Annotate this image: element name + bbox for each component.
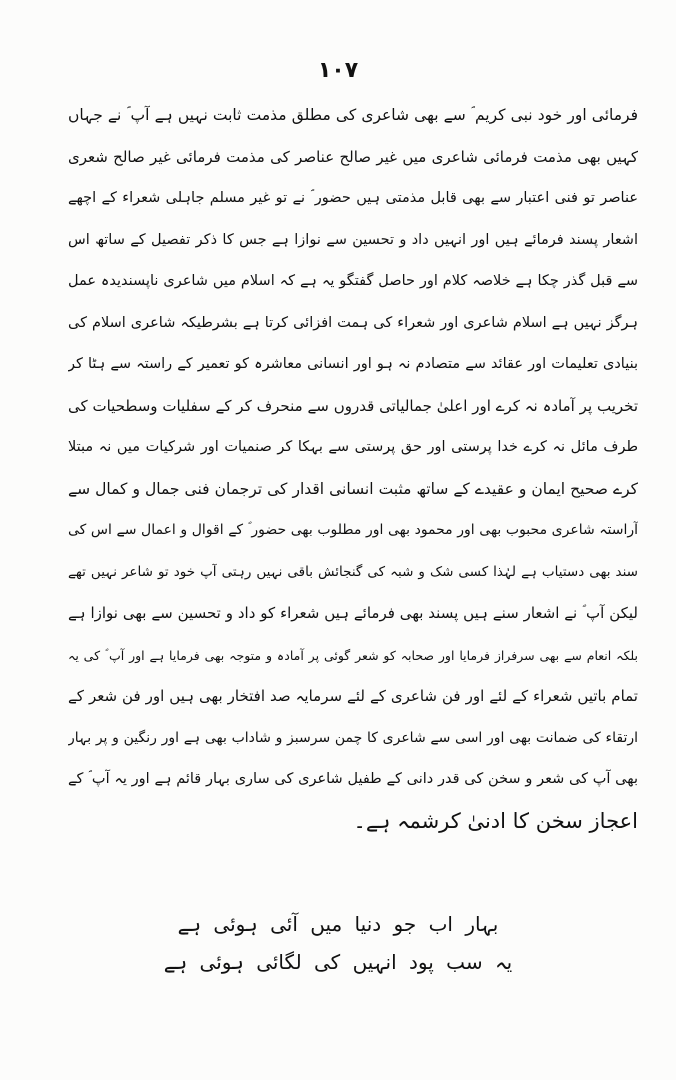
paragraph-line: اعجاز سخن کا ادنیٰ کرشمہ ہے۔ [353, 808, 638, 833]
paragraph-line: سند بھی دستیاب ہے لہٰذا کسی شک و شبہ کی گنجائش باقی نہیں رہتی آپ خود تو شاعر نہیں تھے [68, 563, 638, 580]
verse-line: یہ سب پود انہیں کی لگائی ہوئی ہے [163, 950, 513, 974]
verse-line: بہار اب جو دنیا میں آئی ہوئی ہے [177, 912, 499, 936]
paragraph-line: تخریب پر آمادہ نہ کرے اور اعلیٰ جمالیاتی قدروں سے منحرف کر کے سفلیات وسطحیات کی [68, 396, 638, 415]
paragraph-line: کرے صحیح ایمان و عقیدے کے ساتھ مثبت انسانی اقدار کی ترجمان فنی جمال و کمال سے [68, 479, 638, 498]
paragraph-line: ہرگز نہیں ہے اسلام شاعری اور شعراء کی ہمت افزائی کرتا ہے بشرطیکہ شاعری اسلام کی [68, 314, 638, 331]
paragraph-line: آراستہ شاعری محبوب بھی اور محمود بھی اور مطلوب بھی حضور ؐ کے اقوال و اعمال سے اس کی [68, 522, 638, 538]
paragraph-line: عناصر تو فنی اعتبار سے بھی قابل مذمتی ہیں حضور ؐ نے تو غیر مسلم جاہلی شعراء کے اچھے [68, 190, 638, 206]
page-number: ۱۰۷ [317, 58, 359, 83]
paragraph-line: سے قبل گذر چکا ہے خلاصہ کلام اور حاصل گفتگو یہ ہے کہ اسلام میں شاعری ناپسندیدہ عمل [68, 273, 638, 289]
paragraph-line: لیکن آپ ؐ نے اشعار سنے ہیں پسند بھی فرمائے ہیں شعراء کو داد و تحسین سے بھی نوازا ہے [68, 604, 638, 622]
paragraph-line: بنیادی تعلیمات اور عقائد سے متصادم نہ ہو اور انسانی معاشرہ کو تعمیر کے راستہ سے ہٹا کر [68, 356, 638, 372]
paragraph-line: تمام باتیں شعراء کے لئے اور فن شاعری کے لئے سرمایہ صد افتخار بھی ہیں اور فن شعر کے [68, 687, 638, 705]
paragraph [68, 95, 638, 842]
paragraph-line: کہیں بھی مذمت فرمائی شاعری میں غیر صالح عناصر کی مذمت فرمائی غیر صالح شعری [68, 147, 638, 166]
couplet [0, 905, 676, 981]
paragraph-line: فرمائی اور خود نبی کریم ؐ سے بھی شاعری کی مطلق مذمت ثابت نہیں ہے آپ ؐ نے جہاں [68, 106, 638, 124]
paragraph-line: اشعار پسند فرمائے ہیں اور انہیں داد و تحسین سے نوازا ہے جس کا ذکر تفصیل کے ساتھ اس [68, 231, 638, 248]
paragraph-line: بلکہ انعام سے بھی سرفراز فرمایا اور صحابہ کو شعر گوئی پر آمادہ و متوجہ بھی فرمایا ہے اور آپ ؐ کی یہ [68, 647, 638, 663]
paragraph-line: طرف مائل نہ کرے خدا پرستی اور حق پرستی سے بہکا کر صنمیات اور شرکیات میں نہ مبتلا [68, 439, 638, 455]
paragraph-line: بھی آپ کی شعر و سخن کی قدر دانی کے طفیل شاعری کی ساری بہار قائم ہے اور یہ آپ ؐ کے [68, 771, 638, 787]
paragraph-line: ارتقاء کی ضمانت بھی اور اسی سے شاعری کا چمن سرسبز و شاداب بھی ہے اور رنگین و پر بہار [68, 729, 638, 746]
